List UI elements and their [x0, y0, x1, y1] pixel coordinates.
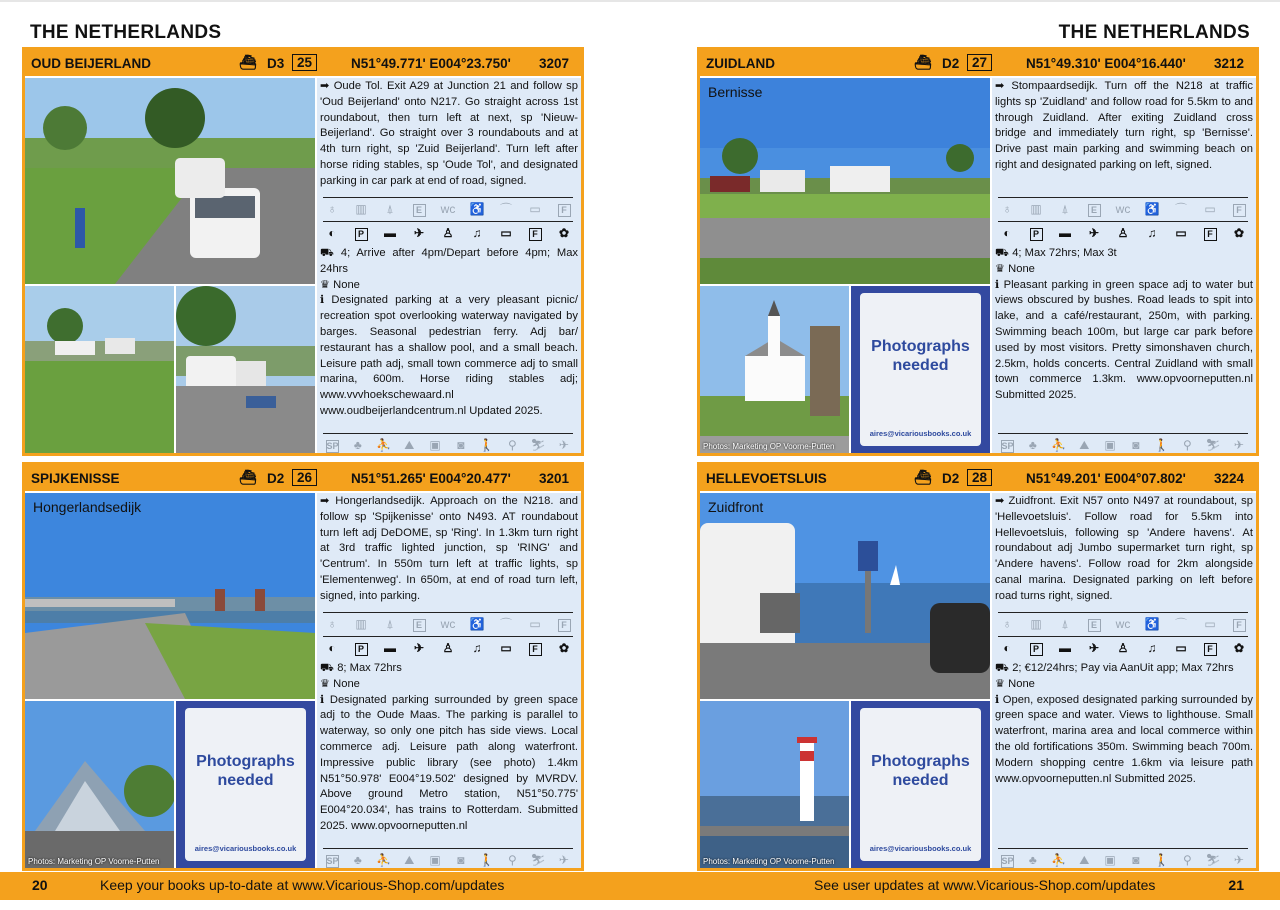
- facility-icons-row-2: [323, 221, 573, 241]
- activity-icon-0: SP: [326, 440, 339, 451]
- service-icon-2: ▬: [384, 226, 396, 240]
- service-icon-1: P: [1027, 640, 1045, 656]
- services-text: None: [333, 278, 360, 291]
- third-photo: [851, 701, 990, 868]
- facility-icons-row-1: [323, 197, 573, 217]
- directions-text: Zuidfront. Exit N57 onto N497 at roundabout, sp 'Hellevoetsluis'. Follow road for 5.5km into Hellevoetsluis, following sp 'Andere havens'. At roundabout adj Jumbo supermarket turn right, sp 'Andere havens'. Follow road for 2km alongside canal marina. Designated parking on left before road turns right, signed.: [995, 495, 1254, 602]
- motorhome-icon: ⛟: [320, 662, 335, 674]
- activity-icon-3: ⛰: [1079, 852, 1090, 867]
- facility-icon-3: E: [1085, 616, 1103, 632]
- page-number-right: 21: [1228, 877, 1244, 893]
- main-photo: [25, 493, 315, 699]
- placeholder-text-1: Photographs: [871, 338, 970, 355]
- photo-credit: Photos: Marketing OP Voorne-Putten: [703, 442, 835, 451]
- activity-icon-1: ♣: [1028, 852, 1037, 867]
- secondary-photo: [25, 701, 174, 868]
- third-photo: [851, 286, 990, 453]
- motorhome-icon: ⛟: [320, 247, 335, 259]
- service-point-icon: ♛: [995, 262, 1006, 275]
- meta-block: [995, 661, 1253, 787]
- activity-icon-5: ◙: [457, 852, 465, 867]
- service-icon-1: P: [1027, 225, 1045, 241]
- activity-icon-3: ⛰: [404, 852, 415, 867]
- placeholder-text-2: needed: [892, 772, 949, 789]
- services: [320, 677, 578, 693]
- service-icon-6: ▭: [1175, 641, 1187, 655]
- service-icon-4: ♙: [1117, 641, 1129, 655]
- activity-icon-3: ⛰: [1079, 437, 1090, 452]
- facility-icon-5: ♿: [1144, 202, 1160, 216]
- service-icon-0: ◐: [328, 641, 336, 655]
- facility-icon-6: ⌒: [499, 202, 512, 216]
- activity-icon-8: ⛷: [1205, 437, 1221, 452]
- ferry-icon: ⛴: [239, 469, 257, 485]
- facility-icon-2: ⍋: [386, 617, 394, 631]
- aire-name: OUD BEIJERLAND: [31, 56, 152, 71]
- activity-icon-7: ⚲: [1182, 437, 1192, 452]
- services-text: None: [1008, 262, 1035, 275]
- facility-icon-0: ♁: [1002, 202, 1012, 216]
- services-text: None: [1008, 677, 1035, 690]
- motorhome-icon: ⛟: [995, 247, 1010, 259]
- photographs-needed-placeholder: [851, 701, 990, 868]
- map-number: 25: [292, 54, 317, 71]
- pitches-text: 4; Arrive after 4pm/Depart before 4pm; Max 24hrs: [320, 247, 579, 275]
- placeholder-text-1: Photographs: [871, 753, 970, 770]
- pitches: [995, 661, 1253, 677]
- aire-card-3207: [22, 47, 584, 456]
- activity-icon-2: ⛹: [376, 852, 391, 867]
- card-header: [700, 465, 1256, 491]
- facility-icons-row-2: [323, 636, 573, 656]
- service-icon-2: ▬: [1059, 641, 1071, 655]
- aire-card-3212: [697, 47, 1259, 456]
- facility-icons-row-2: [998, 221, 1248, 241]
- placeholder-text-1: Photographs: [196, 753, 295, 770]
- activity-icon-4: ▣: [429, 852, 441, 867]
- facility-icon-3: E: [1085, 201, 1103, 217]
- main-photo: [25, 78, 315, 284]
- page-number-left: 20: [32, 877, 48, 893]
- service-icon-2: ▬: [1059, 226, 1071, 240]
- service-icon-8: ✿: [558, 641, 570, 655]
- service-icon-5: ♫: [472, 226, 482, 240]
- secondary-photo: [700, 701, 849, 868]
- services: [995, 677, 1253, 693]
- activity-icon-0: SP: [1001, 440, 1014, 451]
- activity-icon-7: ⚲: [507, 852, 517, 867]
- facility-icon-7: ▭: [1204, 617, 1216, 631]
- directions-text: Hongerlandsedijk. Approach on the N218. and follow sp 'Spijkenisse' onto N493. AT roundabout turn left adj DeDOME, sp 'Ring'. In 1.3km turn right at 3rd traffic lighted junction, sp 'RING' and 'Centrum'. In 550m turn left at traffic lights, sp 'Elementenweg'. In 650m, at end of road turn left, signed, into parking.: [320, 495, 579, 602]
- facility-icon-2: ⍋: [386, 202, 394, 216]
- aire-id: 3212: [1213, 56, 1244, 71]
- info-panel: [992, 78, 1256, 453]
- activity-icon-8: ⛷: [1205, 852, 1221, 867]
- pitches-text: 4; Max 72hrs; Max 3t: [1012, 247, 1117, 259]
- activity-icon-9: ✈: [558, 852, 569, 867]
- service-icon-1: P: [352, 640, 370, 656]
- service-point-icon: ♛: [320, 677, 331, 690]
- motorhome-icon: ⛟: [995, 662, 1010, 674]
- meta-block: [320, 661, 578, 835]
- placeholder-email: aires@vicariousbooks.co.uk: [869, 844, 972, 853]
- facility-icon-6: ⌒: [1174, 202, 1187, 216]
- place-label: Zuidfront: [708, 499, 764, 515]
- facility-icon-7: ▭: [1204, 202, 1216, 216]
- placeholder-text-2: needed: [217, 772, 274, 789]
- service-icon-6: ▭: [500, 226, 512, 240]
- activity-icon-3: ⛰: [404, 437, 415, 452]
- page-title-right: THE NETHERLANDS: [1058, 22, 1250, 43]
- activity-icon-1: ♣: [353, 437, 362, 452]
- service-icon-0: ◐: [328, 226, 336, 240]
- facility-icon-1: ▥: [355, 202, 367, 216]
- aire-id: 3207: [538, 56, 569, 71]
- card-header: [25, 50, 581, 76]
- meta-block: [995, 246, 1253, 404]
- activity-icons-row: [998, 433, 1248, 453]
- facility-icon-5: ♿: [469, 202, 485, 216]
- facility-icons-row-1: [998, 612, 1248, 632]
- facility-icon-8: F: [1230, 616, 1248, 632]
- activity-icon-0: SP: [1001, 855, 1014, 866]
- activity-icons-row: [323, 433, 573, 453]
- gps-coordinates: N51°51.265' E004°20.477': [351, 471, 511, 486]
- ferry-icon: ⛴: [914, 54, 932, 70]
- info-panel: [992, 493, 1256, 868]
- facility-icon-8: F: [555, 201, 573, 217]
- pitches-text: 8; Max 72hrs: [337, 662, 402, 674]
- facility-icon-4: wc: [1115, 202, 1131, 216]
- service-icon-7: F: [526, 640, 544, 656]
- map-grid: D3: [267, 56, 285, 71]
- pitches: [320, 246, 578, 278]
- map-grid: D2: [267, 471, 285, 486]
- activity-icon-6: 🚶: [1154, 437, 1170, 452]
- activity-icons-row: [323, 848, 573, 868]
- description: [320, 293, 578, 419]
- map-number: 26: [292, 469, 317, 486]
- place-label: Bernisse: [708, 84, 763, 100]
- ferry-icon: ⛴: [239, 54, 257, 70]
- facility-icon-4: wc: [440, 617, 456, 631]
- photo-credit: Photos: Marketing OP Voorne-Putten: [28, 857, 160, 866]
- aire-id: 3224: [1213, 471, 1244, 486]
- map-number: 28: [967, 469, 992, 486]
- facility-icon-1: ▥: [1030, 617, 1042, 631]
- card-header: [700, 50, 1256, 76]
- service-icon-4: ♙: [442, 641, 454, 655]
- facility-icons-row-1: [323, 612, 573, 632]
- facility-icon-0: ♁: [327, 202, 337, 216]
- pitches-text: 2; €12/24hrs; Pay via AanUit app; Max 72hrs: [1012, 662, 1234, 674]
- service-icon-5: ♫: [1147, 226, 1157, 240]
- gps-coordinates: N51°49.771' E004°23.750': [351, 56, 511, 71]
- map-grid: D2: [942, 56, 960, 71]
- photographs-needed-placeholder: [176, 701, 315, 868]
- service-icon-5: ♫: [1147, 641, 1157, 655]
- arrow-icon: ➡: [995, 80, 1005, 92]
- service-icon-8: ✿: [558, 226, 570, 240]
- pitches: [995, 246, 1253, 262]
- top-rule: [0, 0, 1280, 2]
- third-photo: [176, 286, 315, 453]
- info-icon: ℹ: [995, 693, 1000, 706]
- service-icon-7: F: [1201, 225, 1219, 241]
- activity-icon-2: ⛹: [1051, 437, 1066, 452]
- directions-text: Stompaardsedijk. Turn off the N218 at traffic lights sp 'Zuidland' and follow road for 5.5km to and through Zuidland. After exiting Zuidland cross bridge and immediately turn right, sp 'Bernisse'. Drive past main parking and swimming beach on right and designated parking on left, signed.: [995, 80, 1254, 171]
- service-icon-3: ✈: [413, 641, 425, 655]
- activity-icon-6: 🚶: [1154, 852, 1170, 867]
- service-icon-7: F: [526, 225, 544, 241]
- activity-icon-1: ♣: [1028, 437, 1037, 452]
- footer-bar: [0, 872, 1280, 900]
- pitches: [320, 661, 578, 677]
- gps-coordinates: N51°49.201' E004°07.802': [1026, 471, 1186, 486]
- arrow-icon: ➡: [320, 80, 330, 92]
- info-panel: [317, 78, 581, 453]
- arrow-icon: ➡: [995, 495, 1005, 507]
- activity-icon-7: ⚲: [1182, 852, 1192, 867]
- third-photo: [176, 701, 315, 868]
- facility-icons-row-2: [998, 636, 1248, 656]
- footer-text-right: See user updates at www.Vicarious-Shop.com/updates: [814, 877, 1156, 893]
- info-icon: ℹ: [995, 278, 1000, 291]
- facility-icon-1: ▥: [1030, 202, 1042, 216]
- page-title-left: THE NETHERLANDS: [30, 22, 222, 43]
- activity-icon-8: ⛷: [530, 437, 546, 452]
- aire-card-3201: [22, 462, 584, 871]
- activity-icon-9: ✈: [558, 437, 569, 452]
- description-text: Open, exposed designated parking surrounded by green space and water. Views to lighthouse. Small waterfront, marina area and local commerce within the old fortifications 350m. Swimming beach 700m. Modern shopping centre 1.6km via leisure path www.opvoorneputten.nl Submitted 2025.: [995, 693, 1254, 785]
- service-icon-0: ◐: [1003, 641, 1011, 655]
- facility-icon-2: ⍋: [1061, 617, 1069, 631]
- activity-icon-2: ⛹: [376, 437, 391, 452]
- info-icon: ℹ: [320, 294, 325, 307]
- service-icon-5: ♫: [472, 641, 482, 655]
- aire-id: 3201: [538, 471, 569, 486]
- activity-icon-1: ♣: [353, 852, 362, 867]
- placeholder-email: aires@vicariousbooks.co.uk: [869, 429, 972, 438]
- activity-icon-5: ◙: [1132, 437, 1140, 452]
- service-icon-7: F: [1201, 640, 1219, 656]
- secondary-photo: [700, 286, 849, 453]
- directions-text: Oude Tol. Exit A29 at Junction 21 and follow sp 'Oud Beijerland' onto N217. Go straight across 1st roundabout, then turn left at next, sp 'Nieuw-Beijerland'. Go straight over 3 roundabouts and at 4th turn right, sp 'Zuid Beijerland'. Turn left after horse riding stables, sp 'Oude Tol', and designated parking in car park at end of road, signed.: [320, 80, 578, 187]
- footer-text-left: Keep your books up-to-date at www.Vicarious-Shop.com/updates: [100, 877, 505, 893]
- description-text: Designated parking surrounded by green space adj to the Oude Maas. The parking is parallel to waterway, so only one pitch has side views. Local commerce adj. Leisure path along waterfront. Impressive public library (see photo) 1.4km N51°50.978' E004°19.502' designed by MVRDV. Above ground Metro station, N51°50.775' E004°20.034', has trains to Rotterdam. Submitted 2025. www.opvoorneputten.nl: [320, 693, 579, 832]
- activity-icons-row: [998, 848, 1248, 868]
- facility-icon-4: wc: [440, 202, 456, 216]
- facility-icon-3: E: [410, 616, 428, 632]
- activity-icon-5: ◙: [1132, 852, 1140, 867]
- facility-icon-0: ♁: [327, 617, 337, 631]
- placeholder-email: aires@vicariousbooks.co.uk: [194, 844, 297, 853]
- activity-icon-2: ⛹: [1051, 852, 1066, 867]
- main-photo: [700, 78, 990, 284]
- service-icon-4: ♙: [1117, 226, 1129, 240]
- aire-name: HELLEVOETSLUIS: [706, 471, 827, 486]
- service-icon-8: ✿: [1233, 226, 1245, 240]
- map-number: 27: [967, 54, 992, 71]
- service-icon-1: P: [352, 225, 370, 241]
- place-label: Hongerlandsedijk: [33, 499, 142, 515]
- description: [995, 693, 1253, 788]
- service-icon-6: ▭: [1175, 226, 1187, 240]
- activity-icon-9: ✈: [1233, 437, 1244, 452]
- service-point-icon: ♛: [995, 677, 1006, 690]
- description-text: Pleasant parking in green space adj to water but views obscured by bushes. Road leads to spit into lake, and a café/restaurant, 250m, with parking. Swimming beach 100m, but large car park before used by most visitors. Pretty simonshaven church, 2.5km, holds concerts. Central Zuidland with small town commerce 1.3km. www.opvoorneputten.nl Submitted 2025.: [995, 278, 1253, 402]
- ferry-icon: ⛴: [914, 469, 932, 485]
- secondary-photo: [25, 286, 174, 453]
- services: [320, 278, 578, 294]
- activity-icon-8: ⛷: [530, 852, 546, 867]
- photographs-needed-placeholder: [851, 286, 990, 453]
- service-icon-3: ✈: [1088, 226, 1100, 240]
- photo-credit: Photos: Marketing OP Voorne-Putten: [703, 857, 835, 866]
- card-header: [25, 465, 581, 491]
- directions: [992, 79, 1256, 174]
- description-text: Designated parking at a very pleasant picnic/ recreation spot overlooking waterway navigated by barges. Seasonal pedestrian ferry. Adj bar/ restaurant has a shallow pool, and a small beach. Leisure path adj, small town commerce adj to small marina, 600m. Horse riding stables adj; www.vvvhoekschewaard.nl www.oudbeijerlandcentrum.nl Updated 2025.: [320, 294, 578, 417]
- facility-icon-6: ⌒: [499, 617, 512, 631]
- activity-icon-6: 🚶: [479, 437, 495, 452]
- facility-icon-8: F: [1230, 201, 1248, 217]
- aire-name: ZUIDLAND: [706, 56, 775, 71]
- activity-icon-4: ▣: [1104, 437, 1116, 452]
- facility-icon-7: ▭: [529, 202, 541, 216]
- service-point-icon: ♛: [320, 278, 331, 291]
- aire-name: SPIJKENISSE: [31, 471, 120, 486]
- placeholder-text-2: needed: [892, 357, 949, 374]
- activity-icon-7: ⚲: [507, 437, 517, 452]
- info-panel: [317, 493, 581, 868]
- directions: [317, 494, 581, 605]
- main-photo: [700, 493, 990, 699]
- service-icon-8: ✿: [1233, 641, 1245, 655]
- map-grid: D2: [942, 471, 960, 486]
- service-icon-0: ◐: [1003, 226, 1011, 240]
- services: [995, 262, 1253, 278]
- service-icon-4: ♙: [442, 226, 454, 240]
- directions: [992, 494, 1256, 605]
- service-icon-2: ▬: [384, 641, 396, 655]
- description: [320, 693, 578, 835]
- facility-icon-1: ▥: [355, 617, 367, 631]
- service-icon-3: ✈: [1088, 641, 1100, 655]
- activity-icon-4: ▣: [429, 437, 441, 452]
- facility-icon-2: ⍋: [1061, 202, 1069, 216]
- facility-icon-4: wc: [1115, 617, 1131, 631]
- activity-icon-5: ◙: [457, 437, 465, 452]
- description: [995, 278, 1253, 404]
- info-icon: ℹ: [320, 693, 325, 706]
- facility-icon-0: ♁: [1002, 617, 1012, 631]
- activity-icon-4: ▣: [1104, 852, 1116, 867]
- directions: [317, 79, 581, 190]
- service-icon-6: ▭: [500, 641, 512, 655]
- gps-coordinates: N51°49.310' E004°16.440': [1026, 56, 1186, 71]
- activity-icon-9: ✈: [1233, 852, 1244, 867]
- facility-icon-6: ⌒: [1174, 617, 1187, 631]
- facility-icon-5: ♿: [1144, 617, 1160, 631]
- facility-icon-8: F: [555, 616, 573, 632]
- facility-icon-7: ▭: [529, 617, 541, 631]
- services-text: None: [333, 677, 360, 690]
- service-icon-3: ✈: [413, 226, 425, 240]
- facility-icon-3: E: [410, 201, 428, 217]
- arrow-icon: ➡: [320, 495, 330, 507]
- aire-card-3224: [697, 462, 1259, 871]
- activity-icon-0: SP: [326, 855, 339, 866]
- meta-block: [320, 246, 578, 420]
- activity-icon-6: 🚶: [479, 852, 495, 867]
- facility-icon-5: ♿: [469, 617, 485, 631]
- facility-icons-row-1: [998, 197, 1248, 217]
